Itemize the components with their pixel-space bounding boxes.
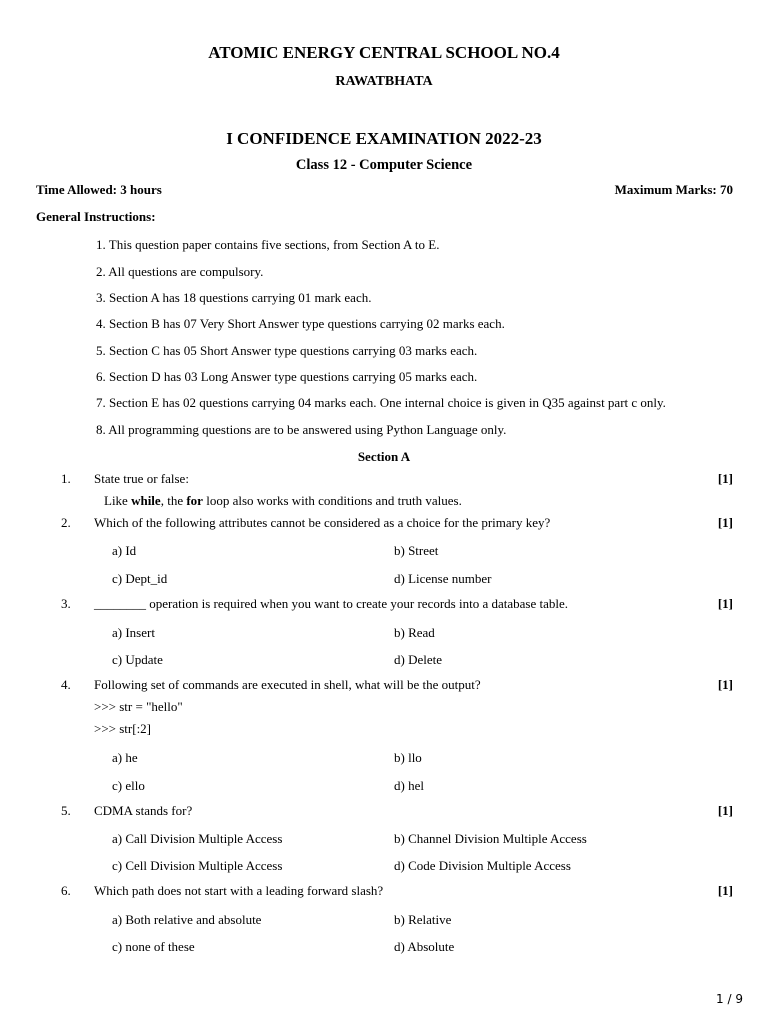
question-number: 5. [61,803,71,818]
answer-option: b) llo [394,750,422,765]
instruction-item: 3. Section A has 18 questions carrying 01 mark each. [96,290,372,305]
answer-option: b) Read [394,625,435,640]
question-number: 4. [61,677,71,692]
question-number: 3. [61,596,71,611]
instruction-item: 6. Section D has 03 Long Answer type questions carrying 05 marks each. [96,369,478,384]
question-number: 1. [61,471,71,486]
question-marks: [1] [717,596,733,611]
question-text: Following set of commands are executed in shell, what will be the output? [94,677,481,692]
instruction-item: 7. Section E has 02 questions carrying 04 marks each. One internal choice is given in Q35 against part c only. [96,395,666,410]
answer-option: b) Street [394,543,439,558]
question-marks: [1] [717,677,733,692]
answer-option: d) Absolute [394,939,455,954]
instruction-item: 5. Section C has 05 Short Answer type questions carrying 03 marks each. [96,343,478,358]
answer-option: c) none of these [112,939,195,954]
question-marks: [1] [717,803,733,818]
answer-option: a) Call Division Multiple Access [112,831,283,846]
maximum-marks: Maximum Marks: 70 [614,182,733,197]
answer-option: d) Delete [394,652,443,667]
answer-option: a) Insert [112,625,155,640]
keyword-for: for [186,493,203,508]
answer-option: d) hel [394,778,424,793]
answer-option: b) Channel Division Multiple Access [394,831,587,846]
question-number: 2. [61,515,71,530]
answer-option: d) License number [394,571,492,586]
question-text: Which path does not start with a leading forward slash? [94,883,384,898]
keyword-while: while [131,493,161,508]
answer-option: c) Cell Division Multiple Access [112,858,283,873]
answer-option: a) Id [112,543,137,558]
instruction-item: 4. Section B has 07 Very Short Answer type questions carrying 02 marks each. [96,316,505,331]
answer-option: d) Code Division Multiple Access [394,858,571,873]
exam-title: I CONFIDENCE EXAMINATION 2022-23 [226,129,542,148]
instruction-item: 8. All programming questions are to be answered using Python Language only. [96,422,507,437]
question-marks: [1] [717,515,733,530]
question-text: ________ operation is required when you want to create your records into a database table. [94,596,568,611]
question-text: Which of the following attributes cannot be considered as a choice for the primary key? [94,515,551,530]
instruction-item: 1. This question paper contains five sections, from Section A to E. [96,237,440,252]
question-statement: Like while, the for loop also works with conditions and truth values. [104,493,462,508]
answer-option: c) Update [112,652,163,667]
answer-option: a) he [112,750,138,765]
section-a-heading: Section A [357,449,411,464]
answer-option: c) ello [112,778,145,793]
question-number: 6. [61,883,71,898]
instruction-item: 2. All questions are compulsory. [96,264,264,279]
code-line: >>> str = "hello" [94,699,183,714]
page-number: 1 / 9 [716,992,743,1006]
school-location: RAWATBHATA [335,74,433,89]
question-marks: [1] [717,471,733,486]
code-line: >>> str[:2] [94,721,152,736]
exam-subject: Class 12 - Computer Science [295,157,473,173]
answer-option: a) Both relative and absolute [112,912,262,927]
time-allowed: Time Allowed: 3 hours [36,182,162,197]
answer-option: c) Dept_id [112,571,168,586]
question-text: State true or false: [94,471,189,486]
answer-option: b) Relative [394,912,452,927]
school-name: ATOMIC ENERGY CENTRAL SCHOOL NO.4 [208,43,560,62]
instructions-heading: General Instructions: [36,209,156,224]
question-text: CDMA stands for? [94,803,193,818]
question-marks: [1] [717,883,733,898]
